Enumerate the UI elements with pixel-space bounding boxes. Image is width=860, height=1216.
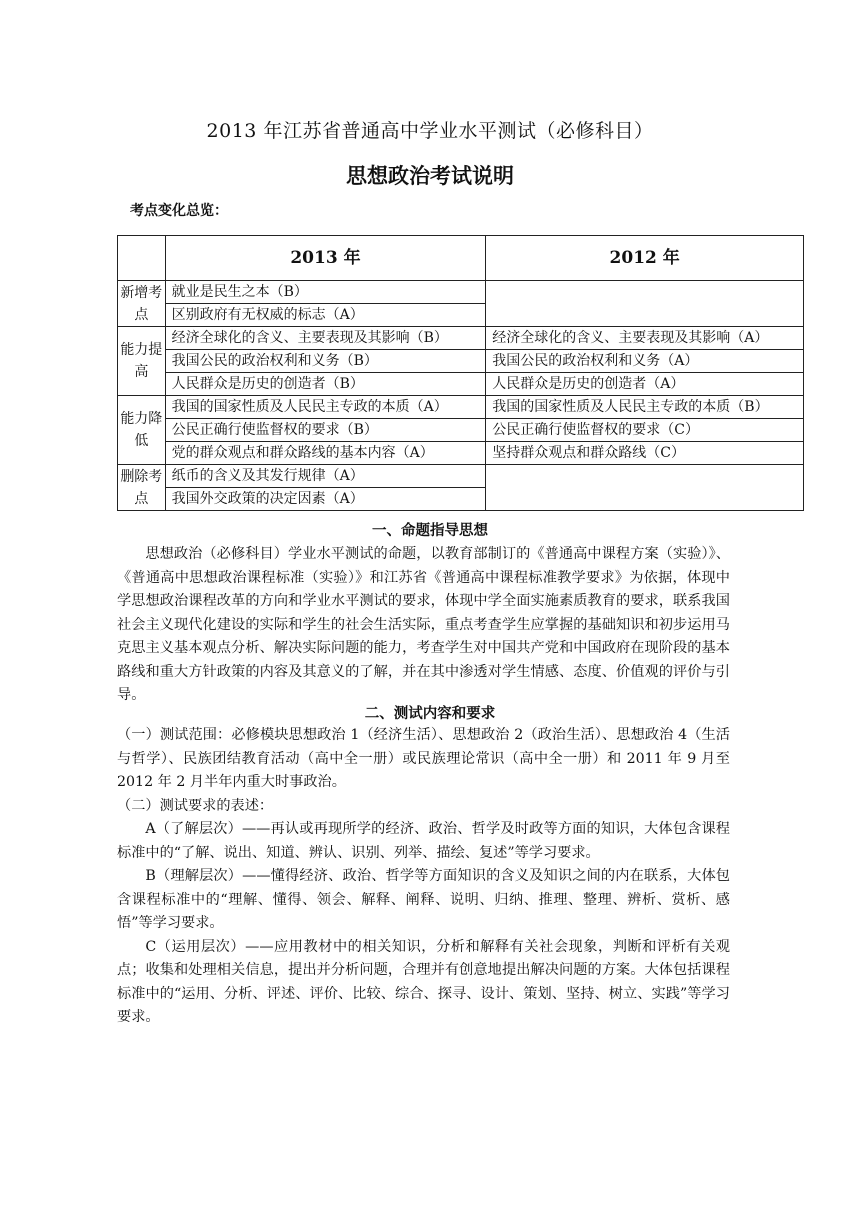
table-row: [118, 350, 804, 373]
section1-body: [117, 543, 730, 708]
cell-2012: 我国的国家性质及人民民主专政的本质（B）: [486, 396, 804, 419]
cell-2013: 党的群众观点和群众路线的基本内容（A）: [165, 442, 486, 465]
level-b: B（理解层次）——懂得经济、政治、哲学等方面知识的含义及知识之间的内在联系，大体包含课程标准中的“理解、懂得、领会、解释、阐释、说明、归纳、推理、整理、辨析、赏析、感悟”等学习要求。: [117, 868, 730, 931]
table-row: [118, 373, 804, 396]
cell-2012: 坚持群众观点和群众路线（C）: [486, 442, 804, 465]
header-2012: 2012 年: [486, 236, 804, 281]
level-a: A（了解层次）——再认或再现所学的经济、政治、哲学及时政等方面的知识，大体包含课程标准中的“了解、说出、知道、辨认、识别、列举、描绘、复述”等学习要求。: [117, 821, 730, 861]
cell-2013: 经济全球化的含义、主要表现及其影响（B）: [165, 327, 486, 350]
document-subtitle: 思想政治考试说明: [346, 163, 514, 188]
section2-heading: 二、测试内容和要求: [364, 705, 496, 722]
category-cell: 能力提高: [118, 327, 166, 396]
cell-2013: 人民群众是历史的创造者（B）: [165, 373, 486, 396]
category-cell: 删除考点: [118, 465, 166, 511]
level-c: C（运用层次）——应用教材中的相关知识，分析和解释有关社会现象，判断和评析有关观点；收集和处理相关信息，提出并分析问题，合理并有创意地提出解决问题的方案。大体包括课程标准中的“运用、分析、评述、评价、比较、综合、探寻、设计、策划、坚持、树立、实践”等学习要求。: [117, 938, 730, 1025]
section2-body: [117, 724, 730, 1030]
table-row: [118, 465, 804, 488]
category-cell: 新增考点: [118, 281, 166, 327]
table-row: [118, 281, 804, 304]
cell-2013: 纸币的含义及其发行规律（A）: [165, 465, 486, 488]
document-title: 2013 年江苏省普通高中学业水平测试（必修科目）: [206, 120, 654, 142]
table-row: [118, 396, 804, 419]
cell-2012: 我国公民的政治权利和义务（A）: [486, 350, 804, 373]
section1-heading: 一、命题指导思想: [372, 522, 488, 539]
test-scope: （一）测试范围：必修模块思想政治 1（经济生活）、思想政治 2（政治生活）、思想政治 4（生活与哲学）、民族团结教育活动（高中全一册）或民族理论常识（高中全一册）和 2011 年 9 月至 2012 年 2 月半年内重大时事政治。: [117, 727, 730, 790]
requirements-label: （二）测试要求的表述：: [117, 797, 274, 814]
section1-paragraph: 思想政治（必修科目）学业水平测试的命题，以教育部制订的《普通高中课程方案（实验）》、《普通高中思想政治课程标准（实验）》和江苏省《普通高中课程标准教学要求》为依据，体现中学思想政治课程改革的方向和学业水平测试的要求，体现中学全面实施素质教育的要求，联系我国社会主义现代化建设的实际和学生的社会生活实际，重点考查学生应掌握的基础知识和初步运用马克思主义基本观点分析、解决实际问题的能力，考查学生对中国共产党和中国政府在现阶段的基本路线和重大方针政策的内容及其意义的了解，并在其中渗透对学生情感、态度、价值观的评价与引导。: [117, 546, 730, 703]
cell-2013: 公民正确行使监督权的要求（B）: [165, 419, 486, 442]
overview-label: 考点变化总览：: [130, 203, 228, 219]
category-cell: 能力降低: [118, 396, 166, 465]
table-header-row: [118, 236, 804, 281]
header-empty: [118, 236, 166, 281]
cell-2013: 我国的国家性质及人民民主专政的本质（A）: [165, 396, 486, 419]
header-2013: 2013 年: [165, 236, 486, 281]
table-row: [118, 419, 804, 442]
cell-2012: 经济全球化的含义、主要表现及其影响（A）: [486, 327, 804, 350]
table-row: [118, 327, 804, 350]
cell-2012: [486, 281, 804, 327]
cell-2013: 区别政府有无权威的标志（A）: [165, 304, 486, 327]
cell-2012: [486, 465, 804, 511]
cell-2013: 就业是民生之本（B）: [165, 281, 486, 304]
cell-2013: 我国外交政策的决定因素（A）: [165, 488, 486, 511]
cell-2013: 我国公民的政治权利和义务（B）: [165, 350, 486, 373]
cell-2012: 人民群众是历史的创造者（A）: [486, 373, 804, 396]
table-row: [118, 442, 804, 465]
changes-table: [117, 235, 804, 511]
cell-2012: 公民正确行使监督权的要求（C）: [486, 419, 804, 442]
